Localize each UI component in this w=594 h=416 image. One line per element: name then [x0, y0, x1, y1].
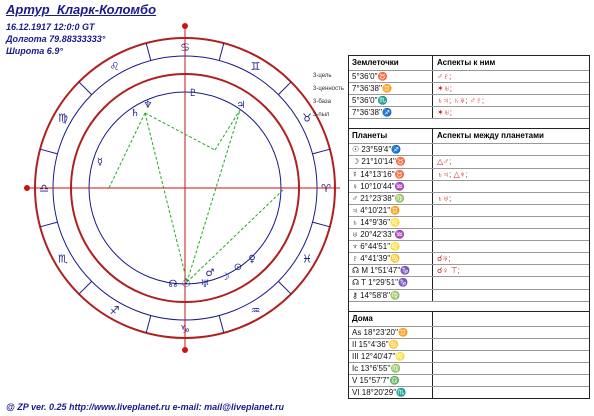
planet-asp	[433, 229, 589, 240]
planet-asp	[433, 144, 589, 155]
sign-divider	[79, 82, 92, 95]
planet-asp	[433, 205, 589, 216]
sign-divider	[146, 43, 151, 60]
aspect-line	[215, 110, 240, 150]
longitude: Долгота 79.88333333°	[6, 34, 106, 44]
planet-pos: ♂ 21°23'38''♍	[349, 193, 433, 204]
node-asp: ♄♃; ♄♅; ♂♇;	[437, 96, 485, 106]
sign-divider	[278, 82, 291, 95]
planet-asp: △♂;	[437, 157, 452, 167]
nodes-aspects-header: Аспекты к ним	[437, 58, 496, 67]
sign-divider	[40, 149, 57, 154]
node-label: 3-цель	[313, 73, 332, 79]
node-pos: 7°36'38''♐	[349, 107, 433, 118]
planets-section	[349, 129, 589, 311]
ic-marker	[182, 347, 188, 353]
planet-pos: ♆ 6°44'51''♌	[349, 241, 433, 252]
node-label: 3-база	[313, 99, 331, 105]
nodes-section	[349, 56, 589, 129]
planet-glyph: ⊙	[233, 262, 243, 273]
sign-divider	[219, 316, 224, 333]
planet-glyph: ☽	[220, 272, 230, 283]
planet-pos: ☊ T 1°29'51''♑	[349, 277, 433, 288]
sign-divider	[278, 281, 291, 294]
planet-glyph: ♃	[236, 100, 246, 111]
planet-pos: ♄ 14°9'36''♌	[349, 217, 433, 228]
node-label: 3-ценность	[313, 86, 344, 92]
planet-asp	[433, 217, 589, 228]
zodiac-glyph: ♊	[250, 59, 261, 73]
planet-aspects-header: Аспекты между планетами	[437, 131, 544, 141]
planet-asp	[433, 241, 589, 252]
zodiac-glyph: ♐	[109, 304, 120, 318]
zodiac-glyph: ♍	[57, 111, 68, 125]
house-pos: Ic 13°6'55''♍	[349, 363, 433, 374]
zodiac-glyph: ♋	[180, 41, 190, 54]
zodiac-glyph: ♓	[302, 252, 313, 266]
zodiac-glyph: ♑	[180, 323, 190, 336]
node-asp: ✶♅;	[437, 108, 452, 118]
planet-glyph: ♂	[205, 268, 215, 279]
aspect-line	[145, 113, 187, 282]
zodiac-glyph: ♎	[39, 182, 49, 195]
planet-asp	[433, 290, 589, 301]
houses-header: Дома	[349, 312, 433, 326]
sign-divider	[79, 281, 92, 294]
zodiac-glyph: ♏	[57, 252, 68, 266]
planet-pos: ☽ 21°10'14''♉	[349, 156, 433, 167]
aspect-line	[145, 113, 215, 150]
planet-glyph: ♇	[188, 88, 198, 99]
node-labels	[313, 73, 344, 125]
planet-pos: ☊ M 1°51'47''♑	[349, 265, 433, 276]
planet-asp: ☌♀ ⊤;	[437, 266, 460, 276]
house-pos: As 18°23'20''♊	[349, 327, 433, 338]
planet-asp	[433, 181, 589, 192]
sign-divider	[146, 316, 151, 333]
node-label: 3-пыл	[313, 112, 330, 118]
node-pos: 5°36'0''♉	[349, 71, 433, 82]
asc-marker	[24, 185, 30, 191]
house-pos: V 15°57'7''♎	[349, 375, 433, 386]
sign-divider	[219, 43, 224, 60]
zodiac-glyph: ♉	[302, 111, 313, 125]
planet-pos: ♃ 4°10'21''♊	[349, 205, 433, 216]
nodes-header: Землеточки	[349, 56, 433, 70]
chart-title: Артур_Кларк-Коломбо	[6, 2, 157, 17]
sign-divider	[40, 222, 57, 227]
planet-glyph: ♆	[143, 100, 153, 111]
planet-pos: ♀ 10°10'44''♒	[349, 181, 433, 192]
house-pos: III 12°40'47''♌	[349, 351, 433, 362]
data-table	[348, 55, 590, 399]
zodiac-glyph: ♒	[250, 304, 261, 318]
planet-asp: ☌♅;	[437, 254, 451, 264]
node-asp: ✶♅;	[437, 84, 452, 94]
planet-glyph: ☊	[168, 279, 178, 290]
mc-marker	[182, 23, 188, 29]
house-pos: VI 18°20'29''♏	[349, 387, 433, 398]
node-pos: 7°36'38''♊	[349, 83, 433, 94]
node-pos: 5°36'0''♏	[349, 95, 433, 106]
latitude: Широта 6.9°	[6, 46, 63, 56]
planet-pos: ♅ 20°42'33''♒	[349, 229, 433, 240]
planet-asp	[433, 277, 589, 288]
sign-divider	[313, 149, 330, 154]
planet-pos: ♇ 4°41'39''♋	[349, 253, 433, 264]
zodiac-glyph: ♌	[109, 59, 120, 73]
planet-glyph: ☿	[96, 157, 104, 168]
house-pos: II 15°4'36''♋	[349, 339, 433, 350]
birth-date: 16.12.1917 12:0:0 GT	[6, 22, 95, 32]
zodiac-glyph: ♈	[321, 182, 331, 195]
sign-divider	[313, 222, 330, 227]
planet-glyph: ♅	[200, 279, 210, 290]
planet-pos: ☉ 23°59'4''♐	[349, 144, 433, 155]
node-asp: ♂♇;	[437, 72, 452, 81]
planet-glyph: ☉	[181, 279, 191, 290]
planet-asp: ♄♃; △♆;	[437, 169, 468, 179]
planet-glyph: ♀	[248, 254, 256, 265]
planet-glyph: ♄	[130, 108, 140, 119]
houses-section	[349, 312, 589, 399]
footer-credits: @ ZP ver. 0.25 http://www.liveplanet.ru e-mail: mail@liveplanet.ru	[6, 402, 284, 412]
planet-pos: ⚷ 14°58'8''♍	[349, 290, 433, 301]
planet-asp: ♄♅;	[437, 193, 452, 203]
planets-header: Планеты	[349, 129, 433, 143]
planet-pos: ☿ 14°13'16''♉	[349, 169, 433, 180]
